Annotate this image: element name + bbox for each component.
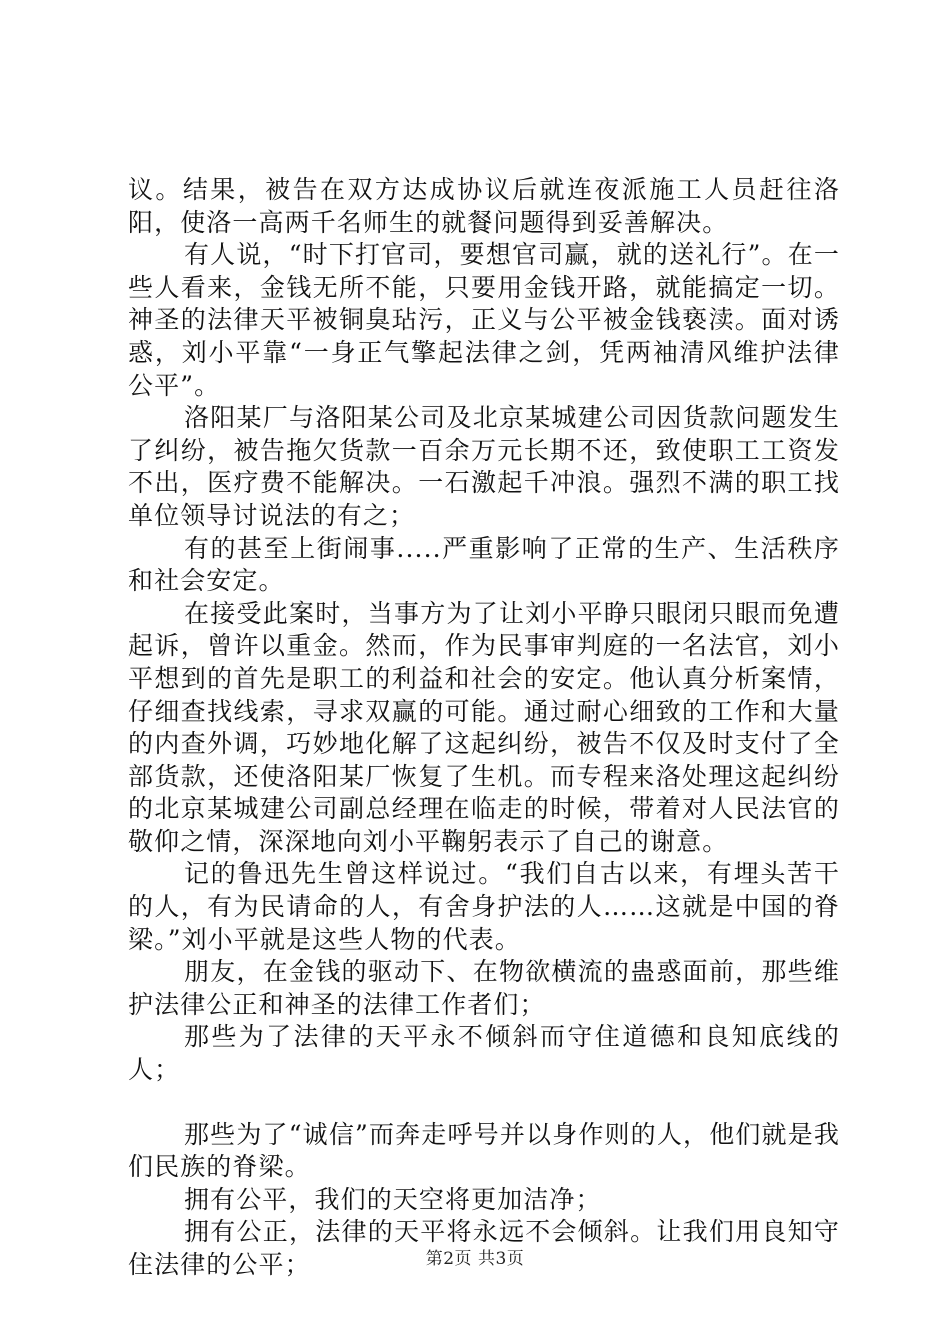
- paragraph: 记的鲁迅先生曾这样说过。“我们自古以来，有埋头苦干的人，有为民请命的人，有舍身护法的人……这就是中国的脊梁。”刘小平就是这些人物的代表。: [128, 859, 840, 954]
- paragraph: 拥有公平，我们的天空将更加洁净；: [184, 1184, 602, 1214]
- paragraph-continuation: 议。结果，被告在双方达成协议后就连夜派施工人员赶往洛阳，使洛一高两千名师生的就餐问题得到妥善解决。: [128, 175, 840, 237]
- paragraph: 有人说，“时下打官司，要想官司赢，就的送礼行”。在一些人看来，金钱无所不能，只要用金钱开路，就能搞定一切。神圣的法律天平被铜臭玷污，正义与公平被金钱亵渎。面对诱惑，刘小平靠“一身正气擎起法律之剑，凭两袖清风维护法律公平”。: [128, 240, 840, 400]
- paragraph: 拥有公正，法律的天平将永远不会倾斜。让我们用良知守住法律的公平；: [128, 1217, 840, 1279]
- page-footer: 第2页 共3页: [425, 1249, 525, 1269]
- paragraph: 有的甚至上街闹事.....严重影响了正常的生产、生活秩序和社会安定。: [128, 533, 840, 596]
- paragraph: 洛阳某厂与洛阳某公司及北京某城建公司因货款问题发生了纠纷，被告拖欠货款一百余万元长期不还，致使职工工资发不出，医疗费不能解决。一石激起千冲浪。强烈不满的职工找单位领导讨说法的有之；: [128, 403, 840, 530]
- paragraph: 那些为了“诚信”而奔走呼号并以身作则的人，他们就是我们民族的脊梁。: [128, 1119, 840, 1182]
- paragraph: 朋友，在金钱的驱动下、在物欲横流的蛊惑面前，那些维护法律公正和神圣的法律工作者们；: [128, 957, 840, 1019]
- paragraph: 那些为了法律的天平永不倾斜而守住道德和良知底线的人；: [128, 1022, 840, 1085]
- document-body: [128, 174, 840, 1282]
- paragraph: 在接受此案时，当事方为了让刘小平睁只眼闭只眼而免遭起诉，曾许以重金。然而，作为民事审判庭的一名法官，刘小平想到的首先是职工的利益和社会的安定。他认真分析案情，仔细查找线索，寻求双赢的可能。通过耐心细致的工作和大量的内查外调，巧妙地化解了这起纠纷，被告不仅及时支付了全部货款，还使洛阳某厂恢复了生机。而专程来洛处理这起纠纷的北京某城建公司副总经理在临走的时候，带着对人民法官的敬仰之情，深深地向刘小平鞠躬表示了自己的谢意。: [128, 598, 840, 856]
